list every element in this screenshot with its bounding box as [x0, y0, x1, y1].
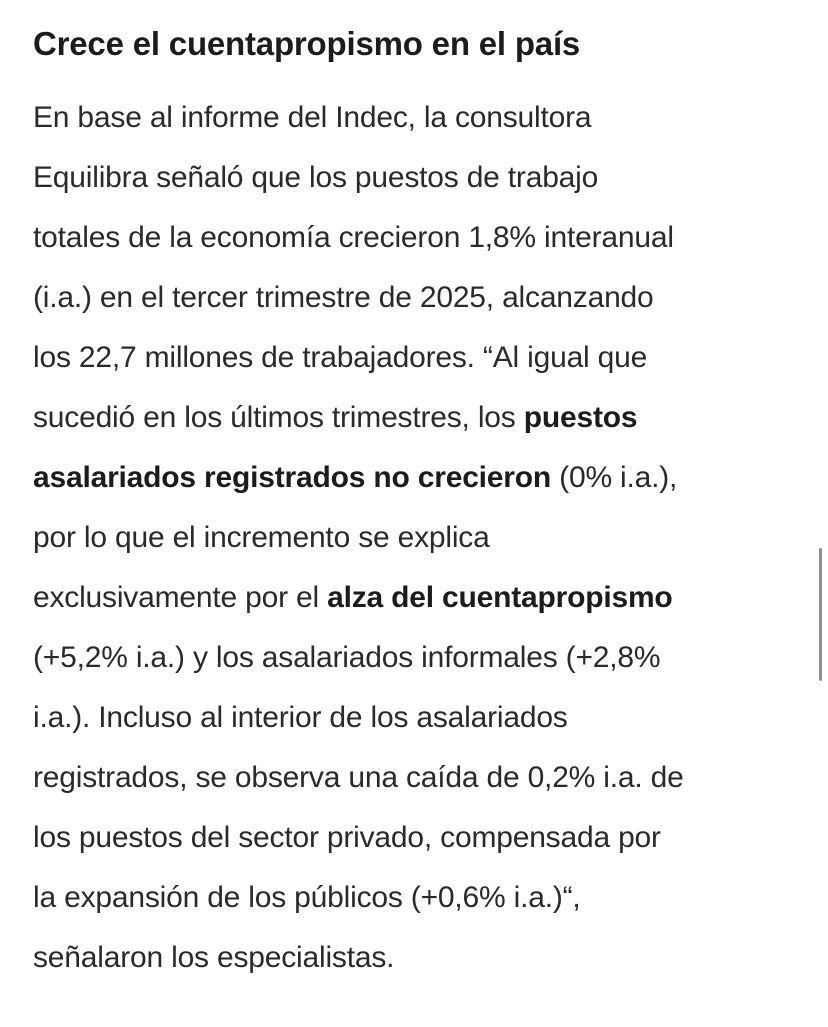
bold-emphasis: puestos: [523, 401, 638, 434]
paragraph-line: [33, 748, 803, 808]
paragraph-line: [33, 928, 803, 988]
article-heading: Crece el cuentapropismo en el país: [33, 25, 581, 62]
paragraph-line: [33, 448, 803, 508]
line-text: sucedió en los últimos trimestres, los: [33, 401, 524, 434]
bold-emphasis: asalariados registrados no crecieron: [33, 461, 552, 494]
paragraph-line: [33, 88, 803, 148]
line-text: los 22,7 millones de trabajadores. “Al igual que: [33, 341, 648, 374]
line-text: totales de la economía crecieron 1,8% interanual: [33, 221, 674, 254]
line-text: la expansión de los públicos (+0,6% i.a.)“,: [33, 881, 581, 914]
article-paragraph: [33, 88, 803, 988]
paragraph-line: [33, 388, 803, 448]
paragraph-line: [33, 808, 803, 868]
line-text: (0% i.a.),: [551, 461, 678, 494]
line-text: En base al informe del Indec, la consultora: [33, 101, 592, 134]
line-text: (+5,2% i.a.) y los asalariados informales (+2,8%: [33, 641, 661, 674]
line-text: señalaron los especialistas.: [33, 941, 395, 974]
paragraph-line: [33, 148, 803, 208]
bold-emphasis: alza del cuentapropismo: [327, 581, 673, 614]
paragraph-line: [33, 268, 803, 328]
paragraph-line: [33, 688, 803, 748]
paragraph-line: [33, 568, 803, 628]
paragraph-line: [33, 868, 803, 928]
paragraph-line: [33, 328, 803, 388]
line-text: i.a.). Incluso al interior de los asalariados: [33, 701, 568, 734]
paragraph-line: [33, 208, 803, 268]
line-text: los puestos del sector privado, compensada por: [33, 821, 661, 854]
line-text: (i.a.) en el tercer trimestre de 2025, alcanzando: [33, 281, 654, 314]
paragraph-line: [33, 508, 803, 568]
paragraph-line: [33, 628, 803, 688]
line-text: registrados, se observa una caída de 0,2% i.a. de: [33, 761, 684, 794]
article: [33, 22, 803, 988]
line-text: exclusivamente por el: [33, 581, 328, 614]
line-text: Equilibra señaló que los puestos de trabajo: [33, 161, 599, 194]
line-text: por lo que el incremento se explica: [33, 521, 490, 554]
scrollbar-thumb[interactable]: [819, 548, 822, 681]
